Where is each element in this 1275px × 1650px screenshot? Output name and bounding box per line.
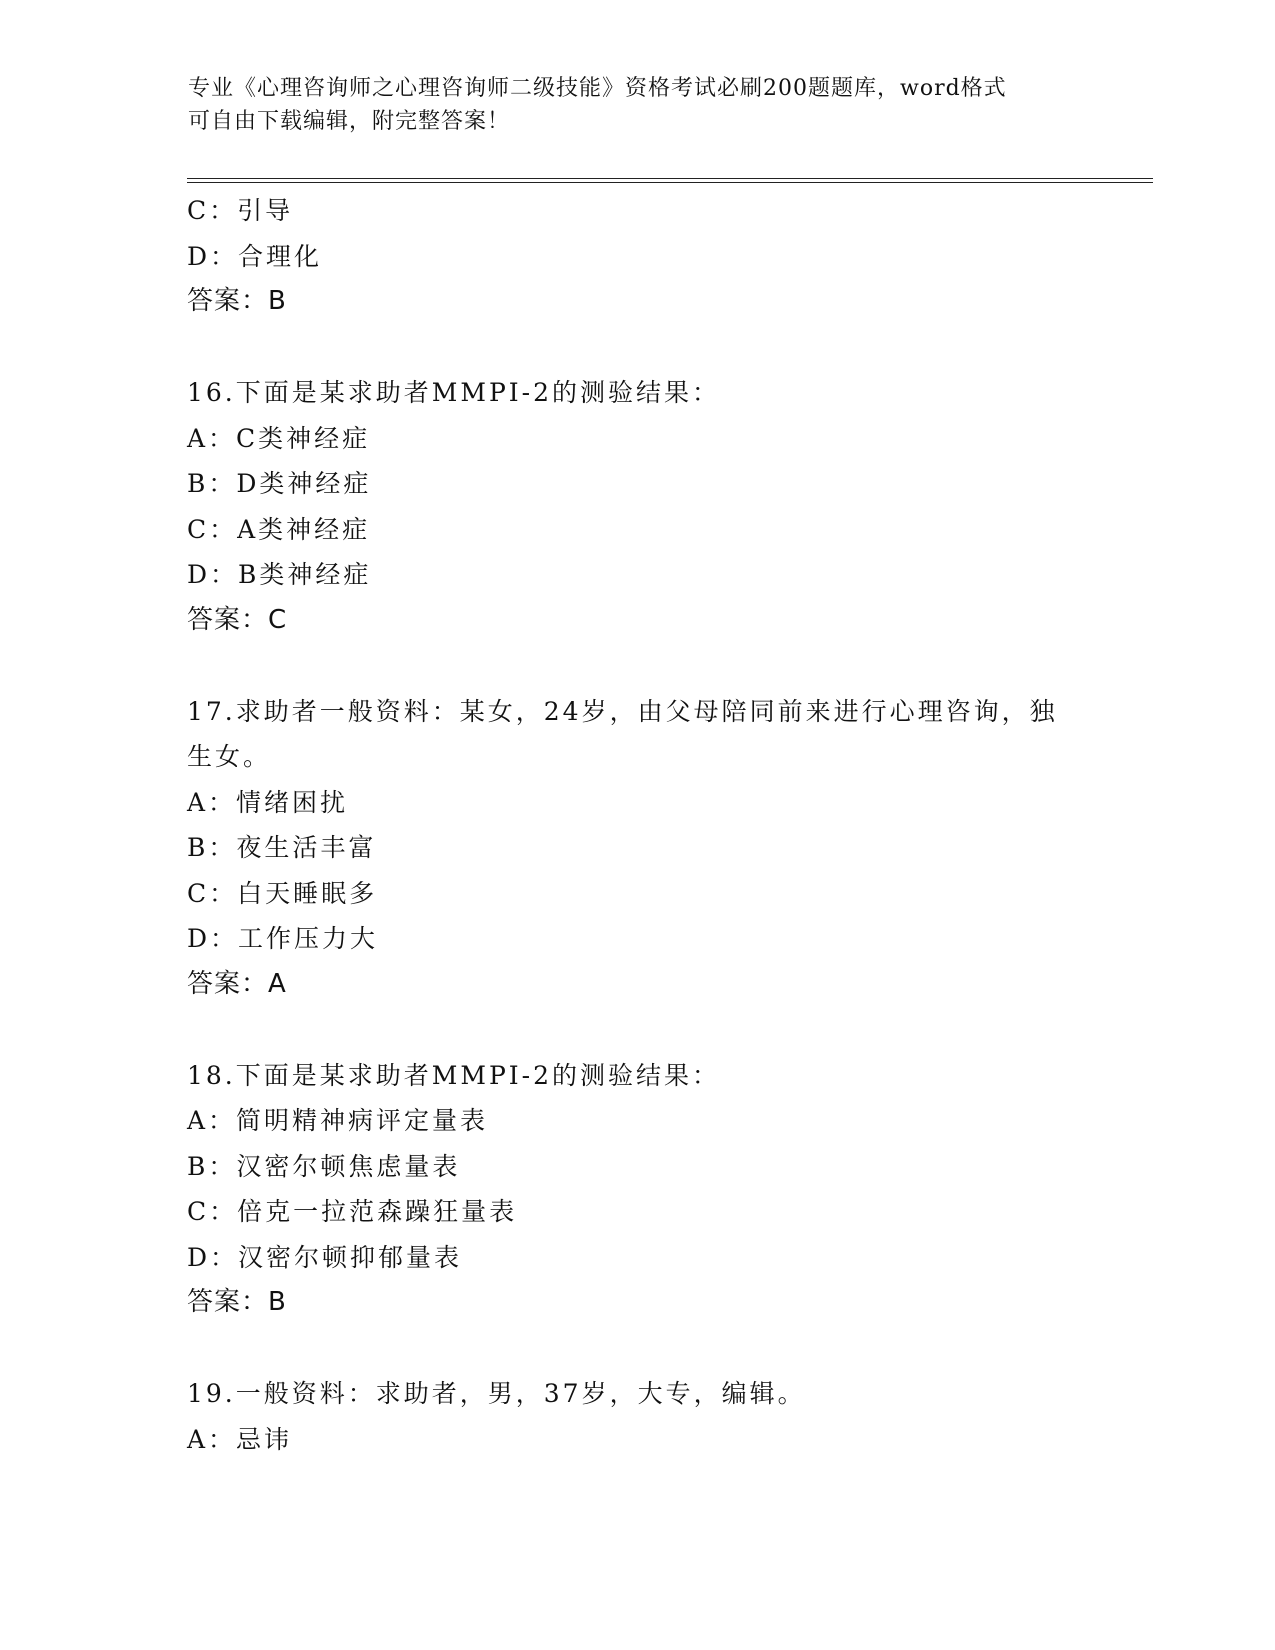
document-header	[188, 72, 1088, 138]
option-a: A：C类神经症	[187, 423, 371, 453]
option-d: D：B类神经症	[187, 560, 372, 589]
option-d: D：合理化	[187, 241, 323, 271]
option-d: D：汉密尔顿抑郁量表	[187, 1242, 463, 1272]
header-title-line-2: 可自由下载编辑，附完整答案！	[188, 109, 511, 134]
header-divider-top	[187, 178, 1153, 179]
option-c: C：白天睡眠多	[187, 878, 378, 908]
question-stem-line-1: 17.求助者一般资料：某女，24岁，由父母陪同前来进行心理咨询，独	[187, 696, 1058, 726]
spacer	[187, 325, 1087, 371]
question-list	[187, 188, 1087, 1462]
question-17	[187, 689, 1087, 1008]
question-stem: 16.下面是某求助者MMPI-2的测验结果：	[187, 378, 721, 407]
option-a: A：情绪困扰	[187, 787, 349, 817]
option-b: B：夜生活丰富	[187, 833, 377, 862]
header-title-line-1: 专业《心理咨询师之心理咨询师二级技能》资格考试必刷200题题库，word格式	[188, 76, 1007, 101]
question-stem: 18.下面是某求助者MMPI-2的测验结果：	[187, 1060, 721, 1090]
answer-line: 答案：B	[187, 286, 287, 316]
question-15-continued	[187, 188, 1087, 325]
spacer	[187, 1326, 1087, 1372]
option-a: A：简明精神病评定量表	[187, 1106, 489, 1135]
question-16	[187, 370, 1087, 643]
spacer	[187, 643, 1087, 689]
question-stem: 19.一般资料：求助者，男，37岁，大专，编辑。	[187, 1379, 806, 1408]
option-b: B：汉密尔顿焦虑量表	[187, 1151, 461, 1181]
spacer	[187, 1007, 1087, 1053]
option-c: C：A类神经症	[187, 514, 371, 544]
answer-line: 答案：B	[187, 1287, 287, 1317]
answer-line: 答案：A	[187, 968, 287, 999]
option-c: C：倍克一拉范森躁狂量表	[187, 1197, 518, 1226]
option-c: C：引导	[187, 196, 294, 225]
header-divider-bottom	[187, 182, 1153, 183]
question-19	[187, 1371, 1087, 1462]
option-d: D：工作压力大	[187, 924, 379, 953]
question-18	[187, 1053, 1087, 1326]
option-b: B：D类神经症	[187, 469, 372, 498]
question-stem-line-2: 生女。	[187, 742, 272, 771]
option-a: A：忌讳	[187, 1424, 293, 1454]
answer-line: 答案：C	[187, 604, 288, 635]
